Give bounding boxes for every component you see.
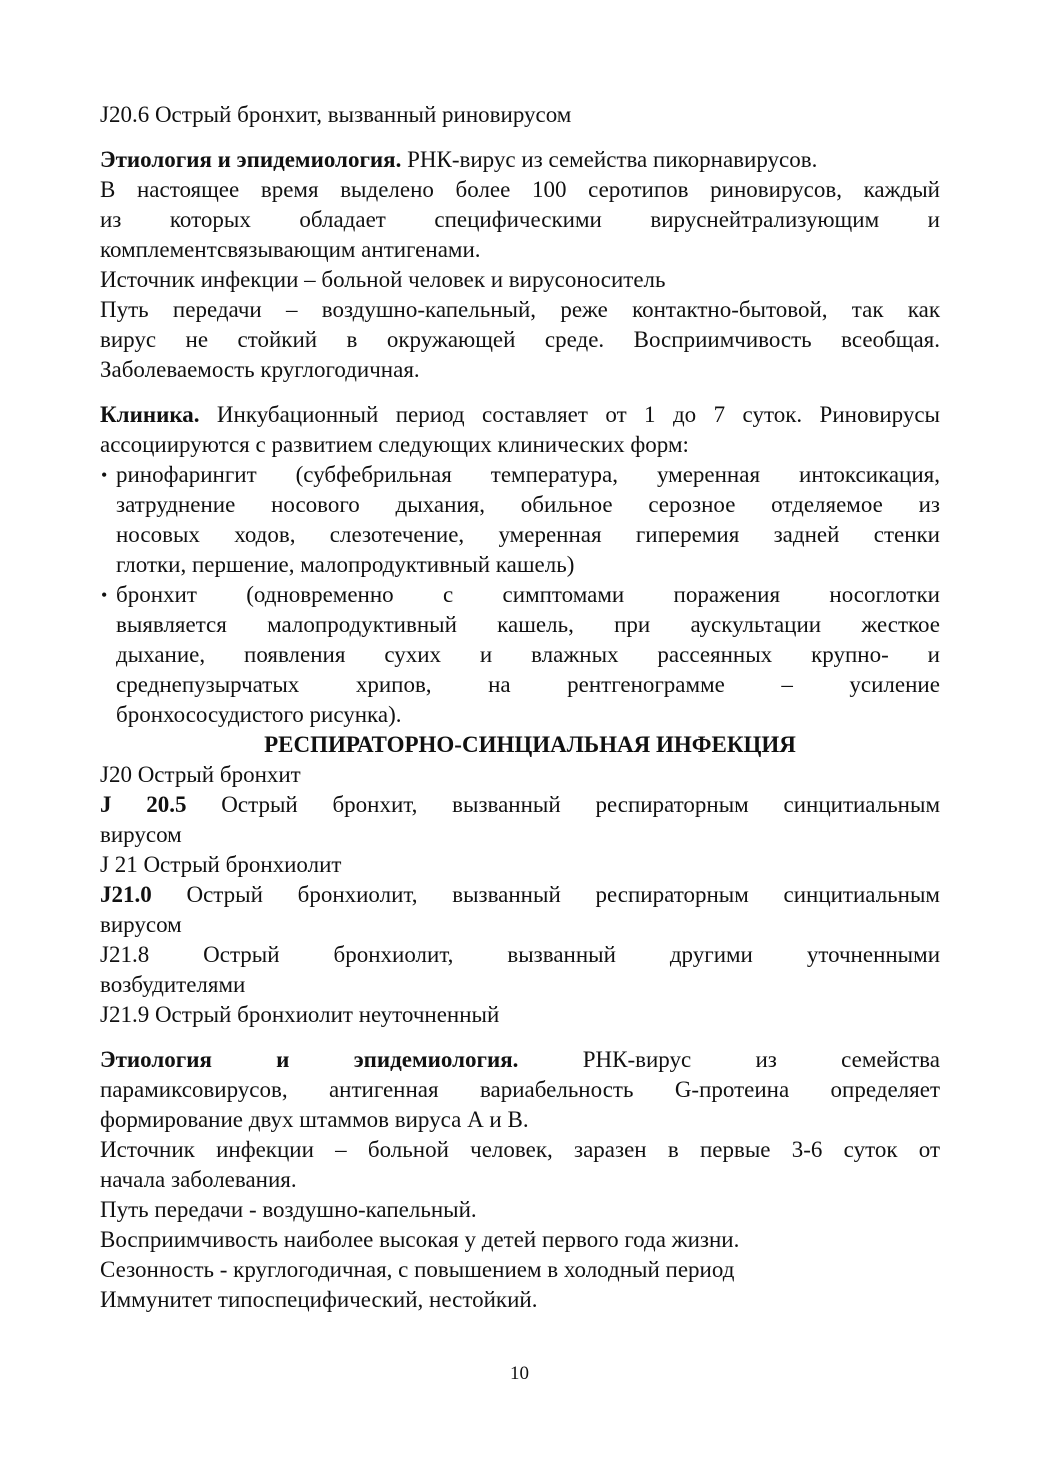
icd-code-j21-0-line-2: вирусом [100, 912, 182, 937]
rhino-etiology-heading-line: Этиология и эпидемиология. РНК-вирус из семейства пикорнавирусов. [100, 147, 818, 172]
rsv-source-line-1: Источник инфекции – больной человек, заразен в первые 3-6 суток от [100, 1137, 940, 1162]
rhino-infection-source: Источник инфекции – больной человек и вирусоноситель [100, 267, 666, 292]
rhino-clinic-line-1: Клиника. Инкубационный период составляет от 1 до 7 суток. Риновирусы [100, 402, 940, 427]
icd-code-j21-0: J21.0 Острый бронхиолит, вызванный респираторным синцитиальным [100, 882, 940, 907]
etiology-label: Этиология и эпидемиология. [100, 147, 402, 172]
rsv-transmission: Путь передачи - воздушно-капельный. [100, 1197, 477, 1222]
icd-code-j21-9: J21.9 Острый бронхиолит неуточненный [100, 1002, 500, 1027]
list-item-rhinopharyngitis: • ринофарингит (субфебрильная температура, умеренная интоксикация, затруднение носового дыхания, обильное серозное отделяемое из носовых ходов, слезотечение, умеренная гиперемия задней стенки глотки, першение, малопродуктивный кашель) [101, 462, 940, 577]
rsv-etiology-line-2: парамиксовирусов, антигенная вариабельность G-протеина определяет [100, 1077, 940, 1102]
rhino-etiology-line-4: комплементсвязывающим антигенами. [100, 237, 481, 262]
rhino-transmission-line-3: Заболеваемость круглогодичная. [100, 357, 420, 382]
rsv-source-line-2: начала заболевания. [100, 1167, 297, 1192]
clinic-label: Клиника. [100, 402, 200, 427]
rsv-seasonality: Сезонность - круглогодичная, с повышением в холодный период [100, 1257, 735, 1282]
icd-code-j21-8-line-2: возбудителями [100, 972, 246, 997]
document-page [100, 100, 940, 1315]
icd-code-j20: J20 Острый бронхит [100, 762, 301, 787]
bullet-icon: • [101, 465, 108, 485]
rsv-susceptibility: Восприимчивость наиболее высокая у детей первого года жизни. [100, 1227, 740, 1252]
rhino-etiology-line-2: В настоящее время выделено более 100 серотипов риновирусов, каждый [100, 177, 940, 202]
section-heading-rsv: РЕСПИРАТОРНО-СИНЦИАЛЬНАЯ ИНФЕКЦИЯ [264, 732, 796, 757]
rhino-transmission-line-2: вирус не стойкий в окружающей среде. Восприимчивость всеобщая. [100, 327, 940, 352]
rhino-etiology-line-3: из которых обладает специфическими вируснейтрализующим и [100, 207, 940, 232]
icd-code-j21-8: J21.8 Острый бронхиолит, вызванный другими уточненными [100, 942, 940, 967]
icd-code-j20-5: J 20.5 Острый бронхит, вызванный респираторным синцитиальным [100, 792, 940, 817]
rsv-etiology-line-3: формирование двух штаммов вируса А и В. [100, 1107, 529, 1132]
icd-code-j21: J 21 Острый бронхиолит [100, 852, 342, 877]
rsv-immunity: Иммунитет типоспецифический, нестойкий. [100, 1287, 538, 1312]
icd-code-j20-6: J20.6 Острый бронхит, вызванный риновирусом [100, 102, 572, 127]
bullet-icon: • [101, 585, 108, 605]
icd-code-j20-5-line-2: вирусом [100, 822, 182, 847]
rhino-clinic-line-2: ассоциируются с развитием следующих клинических форм: [100, 432, 689, 457]
rsv-etiology-line-1: Этиология и эпидемиология. РНК-вирус из семейства [100, 1047, 940, 1072]
list-item-bronchitis: • бронхит (одновременно с симптомами поражения носоглотки выявляется малопродуктивный кашель, при аускультации жесткое дыхание, появления сухих и влажных рассеянных крупно- и среднепузырчатых хрипов, на рентгенограмме – усиление бронхососудистого рисунка). [101, 582, 940, 727]
rhino-transmission-line-1: Путь передачи – воздушно-капельный, реже контактно-бытовой, так как [100, 297, 940, 322]
page-number: 10 [510, 1363, 529, 1384]
